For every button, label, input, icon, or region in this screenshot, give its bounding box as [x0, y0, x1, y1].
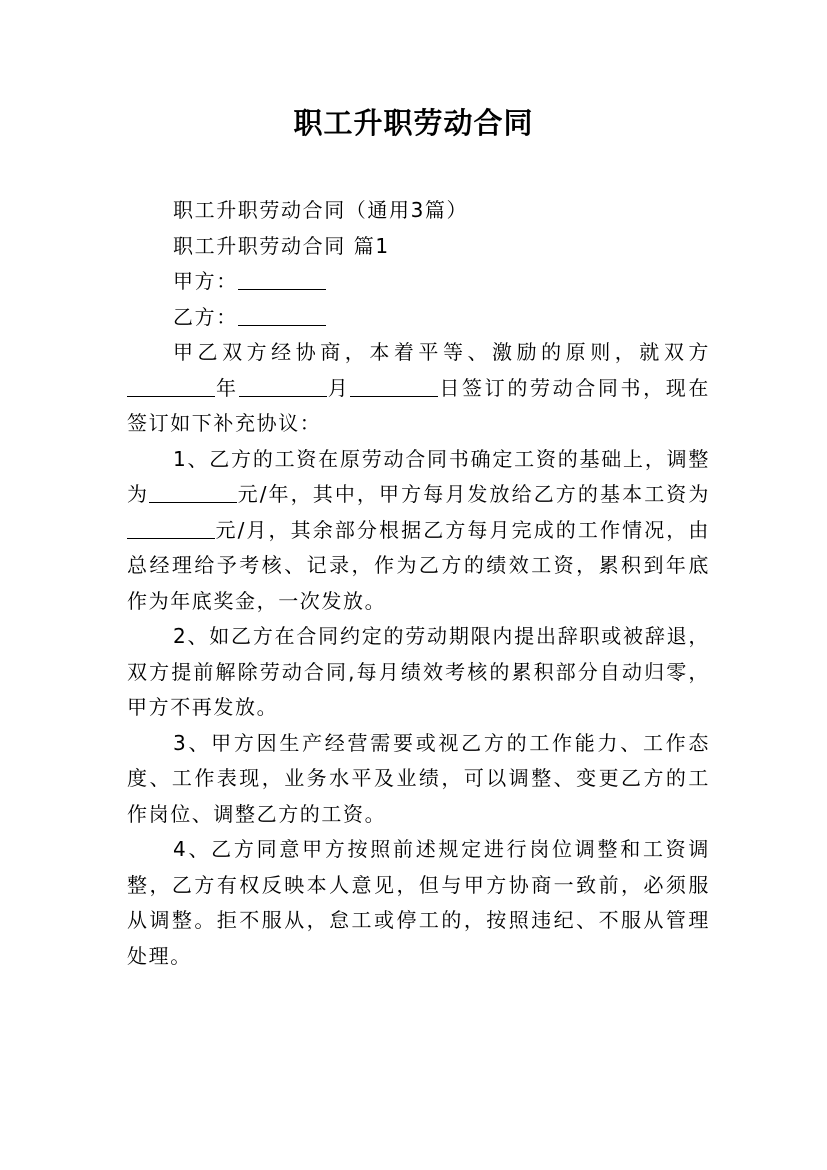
party-a-line: [127, 264, 710, 300]
clause-3: 3、甲方因生产经营需要或视乙方的工作能力、工作态度、工作表现，业务水平及业绩，可以调整、变更乙方的工作岗位、调整乙方的工资。: [127, 730, 710, 826]
party-a-blank: [238, 267, 326, 290]
party-b-blank: [238, 303, 326, 326]
day-blank: [350, 374, 438, 397]
clause-4: 4、乙方同意甲方按照前述规定进行岗位调整和工资调整，乙方有权反映本人意见，但与甲方协商一致前，必须服从调整。拒不服从，怠工或停工的，按照违纪、不服从管理处理。: [127, 837, 710, 968]
party-b-line: [127, 300, 710, 336]
party-a-label: 甲方：: [173, 269, 238, 293]
clause-1-text-1: 1、乙方的工资在原劳动合同书确定工资的基础上，调整为: [127, 446, 710, 506]
clause-1-text-3: 元/月，其余部分根据乙方每月完成的工作情况，由总经理给予考核、记录，作为乙方的绩效工资，累积到年底作为年底奖金，一次发放。: [127, 517, 710, 613]
clause-1-text-2: 元/年，其中，甲方每月发放给乙方的基本工资为: [237, 482, 710, 506]
section-heading: 职工升职劳动合同 篇1: [173, 233, 390, 258]
year-label: 年: [215, 375, 239, 400]
year-blank: [127, 374, 215, 397]
intro-text-2: 日签订的劳动合同书，现在签订如下补充协议：: [127, 375, 711, 435]
monthly-salary-blank: [127, 516, 215, 539]
month-blank: [239, 374, 327, 397]
document-body: [127, 193, 710, 974]
annual-salary-blank: [149, 480, 237, 503]
intro-text-1: 甲乙双方经协商，本着平等、激励的原则，就双方: [173, 340, 710, 364]
intro-paragraph: [127, 335, 710, 442]
clause-2: 2、如乙方在合同约定的劳动期限内提出辞职或被辞退，双方提前解除劳动合同,每月绩效考核的累积部分自动归零，甲方不再发放。: [127, 624, 710, 719]
party-b-label: 乙方：: [173, 304, 238, 329]
clause-1: [127, 442, 710, 620]
document-title: 职工升职劳动合同: [293, 106, 534, 140]
document-subtitle: 职工升职劳动合同（通用3篇）: [173, 198, 469, 222]
month-label: 月: [326, 375, 351, 400]
